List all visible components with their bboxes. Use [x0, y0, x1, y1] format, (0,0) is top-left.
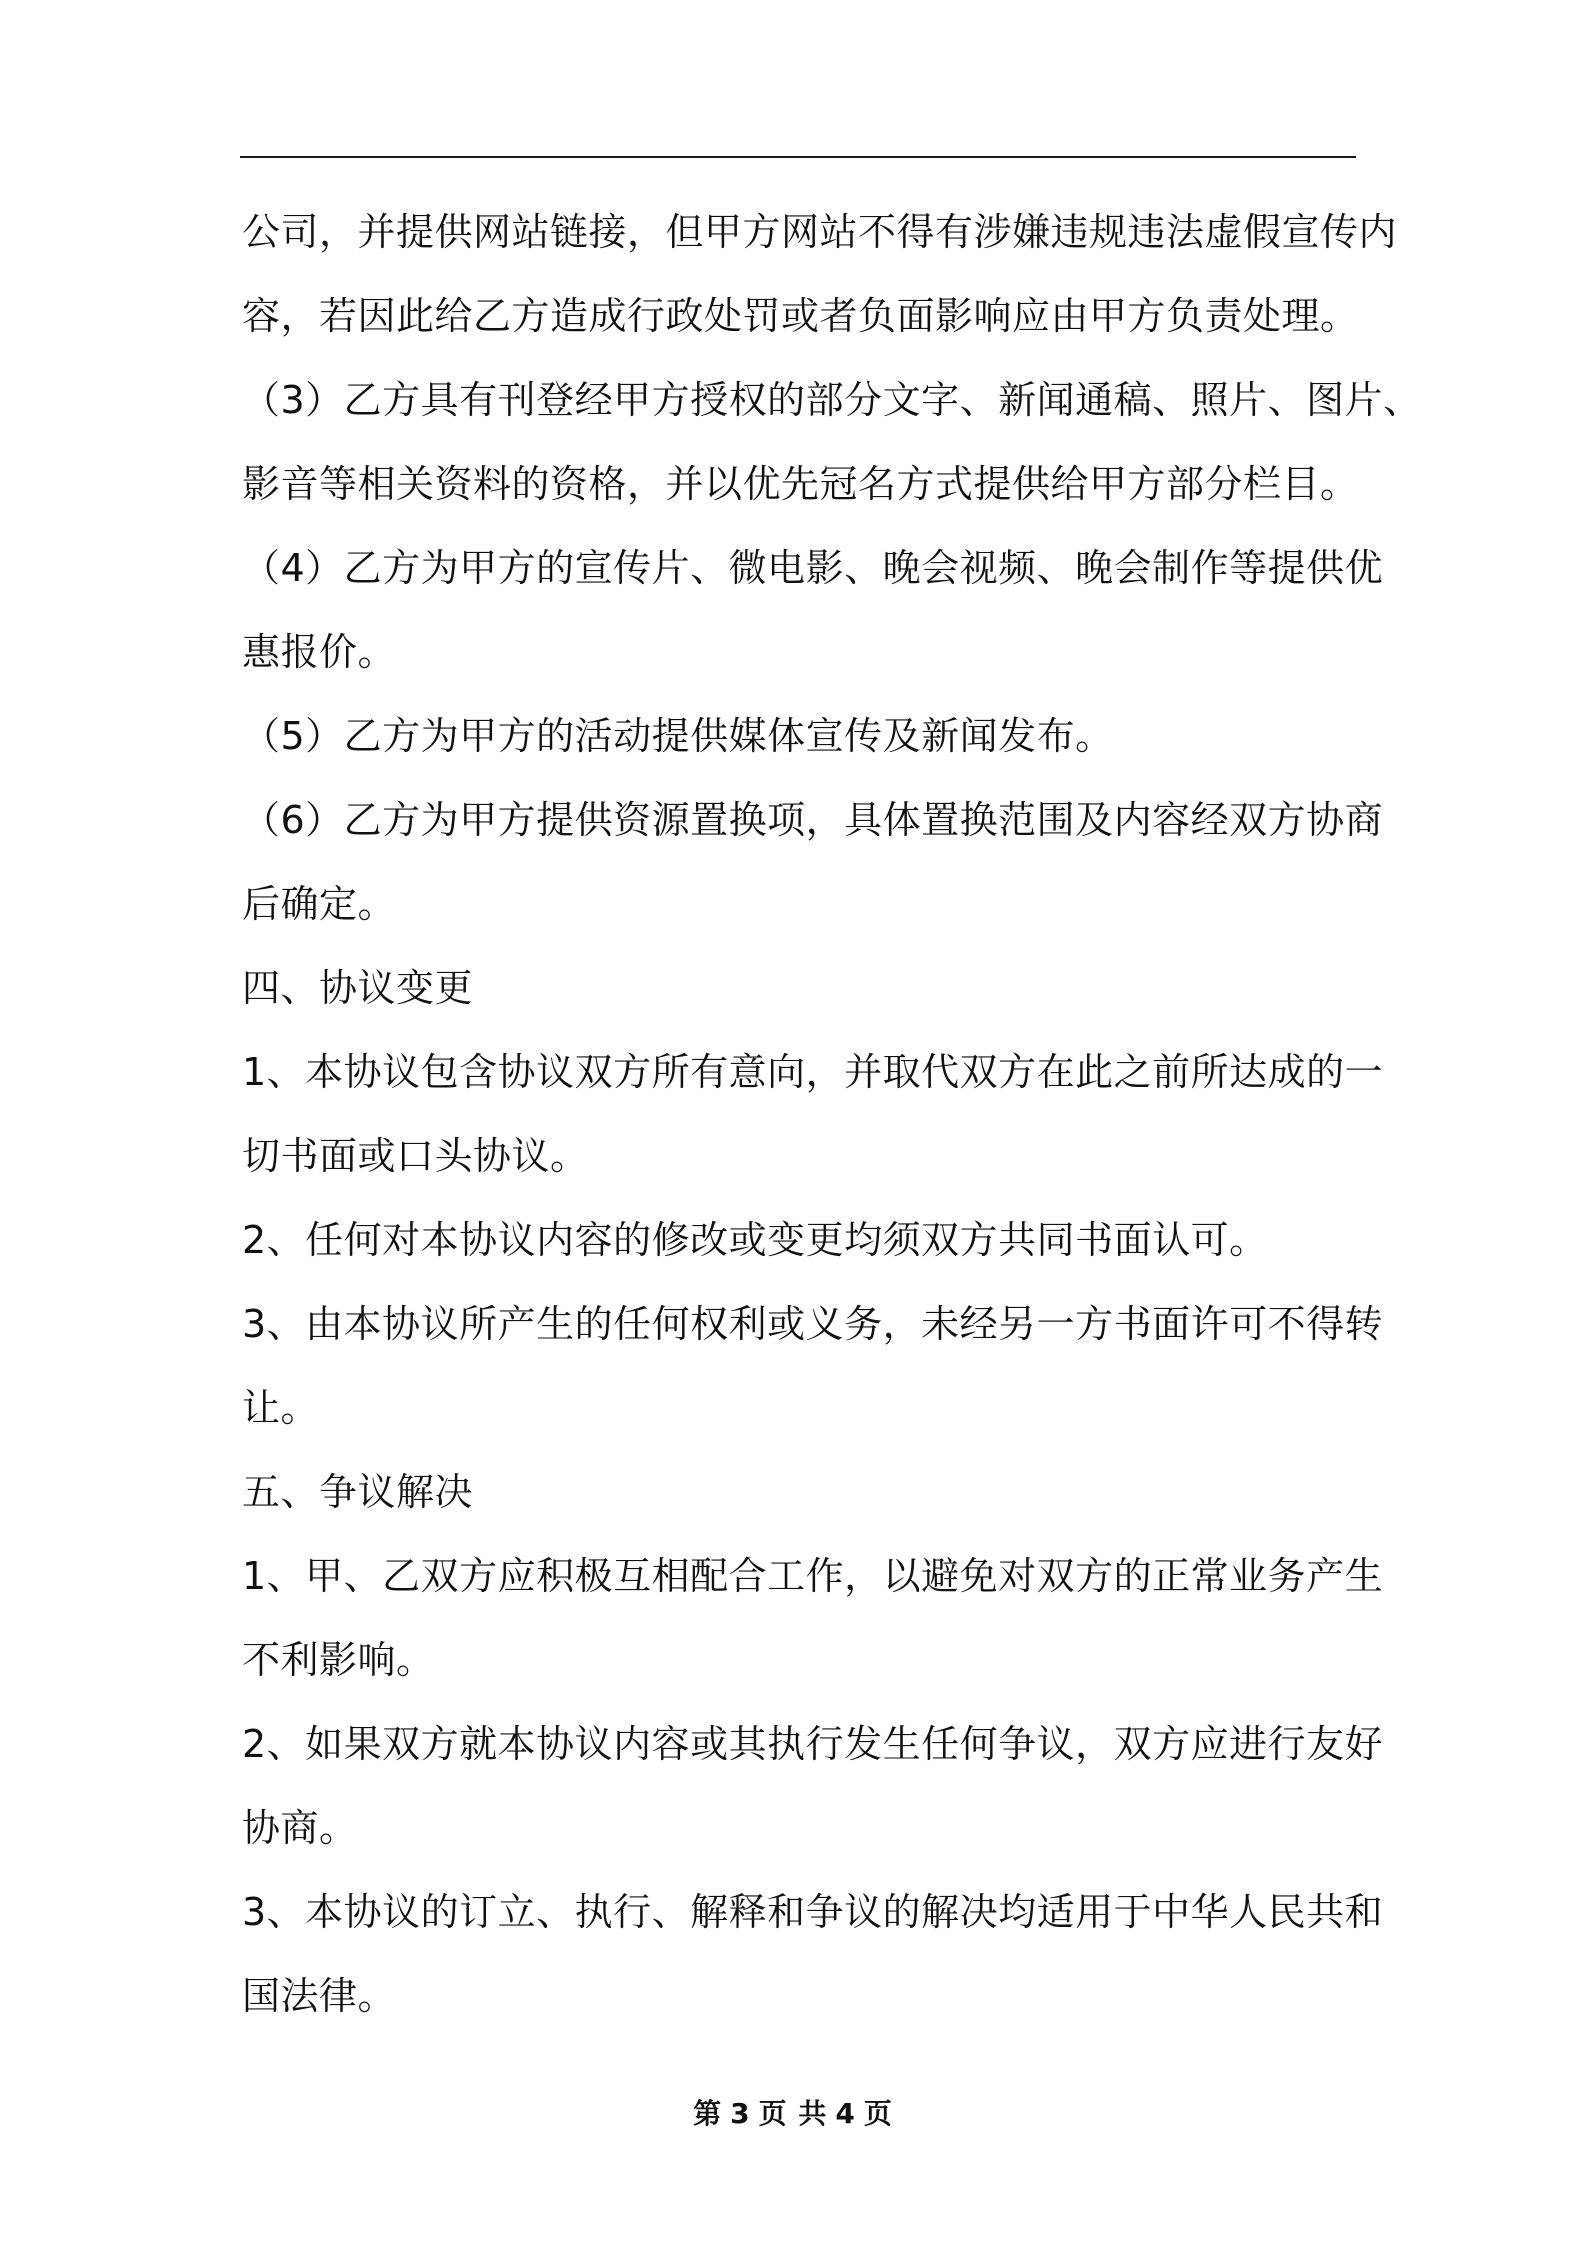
body-line: 惠报价。 [242, 630, 397, 674]
body-line: （6）乙方为甲方提供资源置换项，具体置换范围及内容经双方协商 [242, 798, 1384, 842]
body-line: 2、如果双方就本协议内容或其执行发生任何争议，双方应进行友好 [242, 1722, 1384, 1766]
footer-suffix: 页 [863, 2097, 893, 2130]
page-number-footer [0, 2092, 1586, 2132]
body-line: （3）乙方具有刊登经甲方授权的部分文字、新闻通稿、照片、图片、 [242, 378, 1422, 422]
total-page-number: 4 [835, 2097, 856, 2130]
body-line: （5）乙方为甲方的活动提供媒体宣传及新闻发布。 [242, 714, 1114, 758]
body-line: 切书面或口头协议。 [242, 1134, 589, 1178]
current-page-number: 3 [730, 2097, 751, 2130]
body-line: 1、本协议包含协议双方所有意向，并取代双方在此之前所达成的一 [242, 1050, 1384, 1094]
body-line: 协商。 [242, 1806, 358, 1850]
header-divider [240, 156, 1356, 158]
body-line: 3、由本协议所产生的任何权利或义务，未经另一方书面许可不得转 [242, 1302, 1384, 1346]
body-line: 影音等相关资料的资格，并以优先冠名方式提供给甲方部分栏目。 [242, 462, 1359, 506]
body-line: （4）乙方为甲方的宣传片、微电影、晚会视频、晚会制作等提供优 [242, 546, 1384, 590]
body-line: 国法律。 [242, 1974, 397, 2018]
body-line: 后确定。 [242, 882, 397, 926]
body-line: 1、甲、乙双方应积极互相配合工作，以避免对双方的正常业务产生 [242, 1554, 1384, 1598]
body-line: 不利影响。 [242, 1638, 435, 1682]
section-heading: 五、争议解决 [242, 1470, 474, 1514]
body-line: 容，若因此给乙方造成行政处罚或者负面影响应由甲方负责处理。 [242, 294, 1359, 338]
body-line: 公司，并提供网站链接，但甲方网站不得有涉嫌违规违法虚假宣传内 [242, 210, 1398, 254]
body-line: 2、任何对本协议内容的修改或变更均须双方共同书面认可。 [242, 1218, 1268, 1262]
section-heading: 四、协议变更 [242, 966, 474, 1010]
body-line: 让。 [242, 1386, 320, 1430]
document-body [242, 190, 1422, 2038]
footer-prefix: 第 [693, 2097, 723, 2130]
body-line: 3、本协议的订立、执行、解释和争议的解决均适用于中华人民共和 [242, 1890, 1384, 1934]
footer-middle: 页 共 [758, 2097, 828, 2130]
